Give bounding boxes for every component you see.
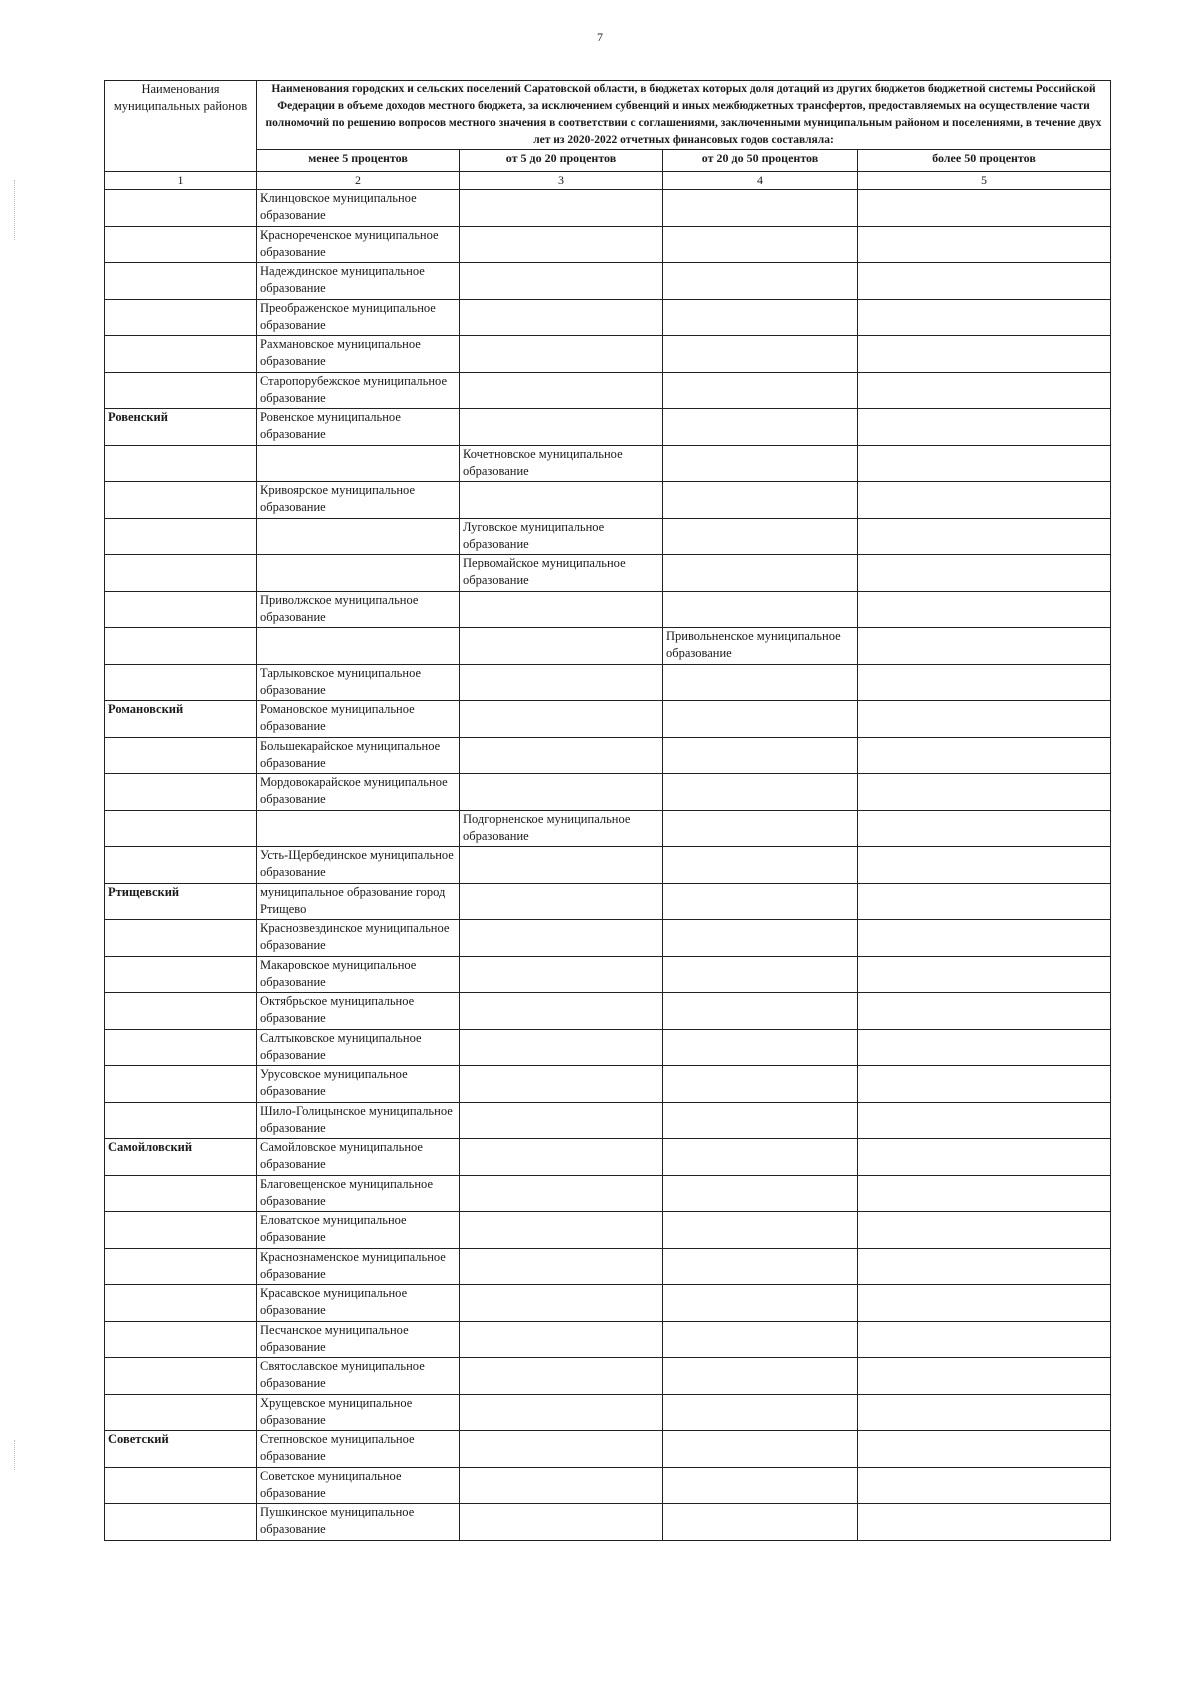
district-cell [105, 1066, 257, 1103]
table-row [105, 299, 1111, 336]
district-cell [105, 1504, 257, 1541]
settlement-name: Тарлыковское муниципальное образование [257, 664, 460, 701]
empty-cell [663, 920, 858, 957]
district-cell [105, 1321, 257, 1358]
empty-cell [663, 1358, 858, 1395]
empty-cell [663, 1029, 858, 1066]
empty-cell [858, 701, 1111, 738]
empty-cell [858, 1139, 1111, 1176]
district-cell: Ртищевский [105, 883, 257, 920]
district-cell [105, 482, 257, 519]
empty-cell [663, 1467, 858, 1504]
empty-cell [858, 883, 1111, 920]
settlement-name: Кривоярское муниципальное образование [257, 482, 460, 519]
table-row [105, 518, 1111, 555]
empty-cell [460, 1102, 663, 1139]
empty-cell [460, 336, 663, 373]
empty-cell [858, 1212, 1111, 1249]
district-cell: Романовский [105, 701, 257, 738]
district-cell [105, 263, 257, 300]
table-row [105, 883, 1111, 920]
empty-cell [460, 1504, 663, 1541]
empty-cell [663, 1212, 858, 1249]
empty-cell [460, 701, 663, 738]
empty-cell [460, 993, 663, 1030]
settlement-name: Шило-Голицынское муниципальное образование [257, 1102, 460, 1139]
empty-cell [858, 1467, 1111, 1504]
settlement-name: Краснознаменское муниципальное образование [257, 1248, 460, 1285]
empty-cell [858, 664, 1111, 701]
table-row [105, 1248, 1111, 1285]
district-cell [105, 1029, 257, 1066]
settlement-name: Самойловское муниципальное образование [257, 1139, 460, 1176]
empty-cell [858, 737, 1111, 774]
empty-cell [663, 1431, 858, 1468]
empty-cell [858, 336, 1111, 373]
empty-cell [460, 1467, 663, 1504]
settlement-name: Надеждинское муниципальное образование [257, 263, 460, 300]
settlement-name: Пушкинское муниципальное образование [257, 1504, 460, 1541]
empty-cell [257, 810, 460, 847]
settlement-name: Красавское муниципальное образование [257, 1285, 460, 1322]
table-row [105, 628, 1111, 665]
empty-cell [663, 190, 858, 227]
table-row [105, 445, 1111, 482]
district-cell: Самойловский [105, 1139, 257, 1176]
table-row [105, 1321, 1111, 1358]
empty-cell [460, 1029, 663, 1066]
header-cat-1: менее 5 процентов [257, 150, 460, 172]
empty-cell [663, 883, 858, 920]
settlement-name: Старопорубежское муниципальное образование [257, 372, 460, 409]
district-cell [105, 1394, 257, 1431]
table-row [105, 847, 1111, 884]
district-cell [105, 664, 257, 701]
table-row [105, 555, 1111, 592]
district-cell [105, 299, 257, 336]
settlement-name: Усть-Щербединское муниципальное образование [257, 847, 460, 884]
empty-cell [663, 1066, 858, 1103]
district-cell [105, 774, 257, 811]
settlement-name: Луговское муниципальное образование [460, 518, 663, 555]
empty-cell [858, 263, 1111, 300]
empty-cell [460, 628, 663, 665]
empty-cell [663, 372, 858, 409]
empty-cell [663, 1175, 858, 1212]
district-cell [105, 847, 257, 884]
col-number-1: 1 [105, 172, 257, 190]
empty-cell [858, 810, 1111, 847]
settlement-name: Салтыковское муниципальное образование [257, 1029, 460, 1066]
empty-cell [663, 263, 858, 300]
empty-cell [663, 518, 858, 555]
district-cell [105, 1212, 257, 1249]
district-cell [105, 1358, 257, 1395]
settlements-table [104, 80, 1111, 1541]
district-cell [105, 591, 257, 628]
table-row [105, 920, 1111, 957]
empty-cell [257, 518, 460, 555]
table-row [105, 1212, 1111, 1249]
empty-cell [663, 774, 858, 811]
settlement-name: Рахмановское муниципальное образование [257, 336, 460, 373]
empty-cell [858, 299, 1111, 336]
empty-cell [663, 299, 858, 336]
table-row [105, 591, 1111, 628]
district-cell [105, 336, 257, 373]
empty-cell [858, 1248, 1111, 1285]
empty-cell [858, 628, 1111, 665]
settlement-name: Песчанское муниципальное образование [257, 1321, 460, 1358]
empty-cell [663, 664, 858, 701]
table-row [105, 190, 1111, 227]
district-cell [105, 190, 257, 227]
empty-cell [460, 1066, 663, 1103]
empty-cell [858, 555, 1111, 592]
district-cell [105, 920, 257, 957]
settlement-name: муниципальное образование город Ртищево [257, 883, 460, 920]
empty-cell [663, 993, 858, 1030]
empty-cell [858, 372, 1111, 409]
col-number-2: 2 [257, 172, 460, 190]
empty-cell [460, 1358, 663, 1395]
table-row [105, 263, 1111, 300]
district-cell [105, 226, 257, 263]
empty-cell [663, 1394, 858, 1431]
empty-cell [663, 226, 858, 263]
empty-cell [663, 591, 858, 628]
empty-cell [257, 445, 460, 482]
empty-cell [460, 847, 663, 884]
empty-cell [460, 1175, 663, 1212]
table-row [105, 336, 1111, 373]
table-row [105, 956, 1111, 993]
empty-cell [460, 1285, 663, 1322]
empty-cell [460, 1431, 663, 1468]
settlement-name: Привольненское муниципальное образование [663, 628, 858, 665]
table-row [105, 1285, 1111, 1322]
district-cell [105, 1102, 257, 1139]
settlement-name: Краснозвездинское муниципальное образование [257, 920, 460, 957]
empty-cell [663, 847, 858, 884]
settlement-name: Преображенское муниципальное образование [257, 299, 460, 336]
settlement-name: Клинцовское муниципальное образование [257, 190, 460, 227]
empty-cell [858, 445, 1111, 482]
empty-cell [257, 628, 460, 665]
empty-cell [858, 1066, 1111, 1103]
empty-cell [460, 482, 663, 519]
empty-cell [663, 737, 858, 774]
empty-cell [663, 336, 858, 373]
district-cell [105, 1467, 257, 1504]
district-cell [105, 445, 257, 482]
empty-cell [663, 482, 858, 519]
empty-cell [663, 1285, 858, 1322]
empty-cell [663, 1248, 858, 1285]
settlement-name: Святославское муниципальное образование [257, 1358, 460, 1395]
empty-cell [663, 1139, 858, 1176]
district-cell [105, 737, 257, 774]
empty-cell [257, 555, 460, 592]
empty-cell [858, 1358, 1111, 1395]
header-districts: Наименования муниципальных районов [105, 81, 257, 172]
table-row [105, 1467, 1111, 1504]
empty-cell [663, 701, 858, 738]
table-body [105, 190, 1111, 1541]
district-cell [105, 372, 257, 409]
empty-cell [858, 1029, 1111, 1066]
settlement-name: Романовское муниципальное образование [257, 701, 460, 738]
col-number-4: 4 [663, 172, 858, 190]
empty-cell [858, 409, 1111, 446]
district-cell [105, 1285, 257, 1322]
empty-cell [460, 1321, 663, 1358]
settlement-name: Первомайское муниципальное образование [460, 555, 663, 592]
header-cat-2: от 5 до 20 процентов [460, 150, 663, 172]
empty-cell [858, 1431, 1111, 1468]
empty-cell [460, 263, 663, 300]
empty-cell [663, 1102, 858, 1139]
empty-cell [460, 591, 663, 628]
empty-cell [460, 299, 663, 336]
empty-cell [858, 1321, 1111, 1358]
col-number-5: 5 [858, 172, 1111, 190]
settlement-name: Мордовокарайское муниципальное образование [257, 774, 460, 811]
table-row [105, 1029, 1111, 1066]
page-number: 7 [597, 30, 603, 44]
table-row [105, 1102, 1111, 1139]
settlement-name: Большекарайское муниципальное образование [257, 737, 460, 774]
empty-cell [460, 190, 663, 227]
empty-cell [858, 847, 1111, 884]
settlement-name: Советское муниципальное образование [257, 1467, 460, 1504]
empty-cell [858, 956, 1111, 993]
table-row [105, 482, 1111, 519]
settlement-name: Приволжское муниципальное образование [257, 591, 460, 628]
district-cell [105, 518, 257, 555]
empty-cell [858, 1175, 1111, 1212]
empty-cell [663, 1504, 858, 1541]
table-row [105, 774, 1111, 811]
table-row [105, 1139, 1111, 1176]
empty-cell [460, 1248, 663, 1285]
empty-cell [663, 810, 858, 847]
empty-cell [663, 1321, 858, 1358]
empty-cell [663, 555, 858, 592]
settlement-name: Ровенское муниципальное образование [257, 409, 460, 446]
district-cell: Советский [105, 1431, 257, 1468]
district-cell [105, 1248, 257, 1285]
empty-cell [858, 993, 1111, 1030]
table-row [105, 1394, 1111, 1431]
header-cat-3: от 20 до 50 процентов [663, 150, 858, 172]
table-row [105, 226, 1111, 263]
settlement-name: Еловатское муниципальное образование [257, 1212, 460, 1249]
empty-cell [858, 190, 1111, 227]
empty-cell [858, 1394, 1111, 1431]
table-row [105, 701, 1111, 738]
empty-cell [460, 409, 663, 446]
empty-cell [460, 774, 663, 811]
empty-cell [858, 1102, 1111, 1139]
empty-cell [858, 591, 1111, 628]
table-row [105, 1066, 1111, 1103]
empty-cell [460, 226, 663, 263]
settlement-name: Октябрьское муниципальное образование [257, 993, 460, 1030]
settlement-name: Кочетновское муниципальное образование [460, 445, 663, 482]
table-row [105, 1431, 1111, 1468]
empty-cell [460, 956, 663, 993]
table-row [105, 737, 1111, 774]
empty-cell [460, 1212, 663, 1249]
table-row [105, 810, 1111, 847]
empty-cell [858, 482, 1111, 519]
empty-cell [858, 920, 1111, 957]
district-cell: Ровенский [105, 409, 257, 446]
empty-cell [460, 883, 663, 920]
table-row [105, 1175, 1111, 1212]
empty-cell [460, 664, 663, 701]
empty-cell [460, 737, 663, 774]
district-cell [105, 628, 257, 665]
table-row [105, 664, 1111, 701]
empty-cell [663, 409, 858, 446]
district-cell [105, 555, 257, 592]
scan-margin-mark [14, 1440, 17, 1470]
table-row [105, 1358, 1111, 1395]
settlement-name: Степновское муниципальное образование [257, 1431, 460, 1468]
settlement-name: Макаровское муниципальное образование [257, 956, 460, 993]
table-row [105, 993, 1111, 1030]
table-row [105, 409, 1111, 446]
district-cell [105, 956, 257, 993]
table-row [105, 372, 1111, 409]
col-number-3: 3 [460, 172, 663, 190]
empty-cell [460, 1139, 663, 1176]
empty-cell [663, 956, 858, 993]
empty-cell [858, 1504, 1111, 1541]
table-row [105, 1504, 1111, 1541]
empty-cell [663, 445, 858, 482]
empty-cell [460, 1394, 663, 1431]
empty-cell [460, 920, 663, 957]
empty-cell [858, 1285, 1111, 1322]
district-cell [105, 993, 257, 1030]
settlement-name: Подгорненское муниципальное образование [460, 810, 663, 847]
header-cat-4: более 50 процентов [858, 150, 1111, 172]
empty-cell [858, 774, 1111, 811]
settlement-name: Благовещенское муниципальное образование [257, 1175, 460, 1212]
empty-cell [858, 518, 1111, 555]
header-main: Наименования городских и сельских поселений Саратовской области, в бюджетах которых доля дотаций из других бюджетов бюджетной системы Российской Федерации в объеме доходов местного бюджета, за исключением субвенций и иных межбюджетных трансфертов, предоставляемых на осуществление части полномочий по решению вопросов местного значения в соответствии с соглашениями, заключенными муниципальным районом и поселениями, в течение двух лет из 2020-2022 отчетных финансовых годов составляла: [257, 81, 1111, 150]
scan-margin-mark [14, 180, 17, 240]
settlement-name: Хрущевское муниципальное образование [257, 1394, 460, 1431]
district-cell [105, 810, 257, 847]
empty-cell [460, 372, 663, 409]
empty-cell [858, 226, 1111, 263]
district-cell [105, 1175, 257, 1212]
settlement-name: Краснореченское муниципальное образование [257, 226, 460, 263]
settlement-name: Урусовское муниципальное образование [257, 1066, 460, 1103]
